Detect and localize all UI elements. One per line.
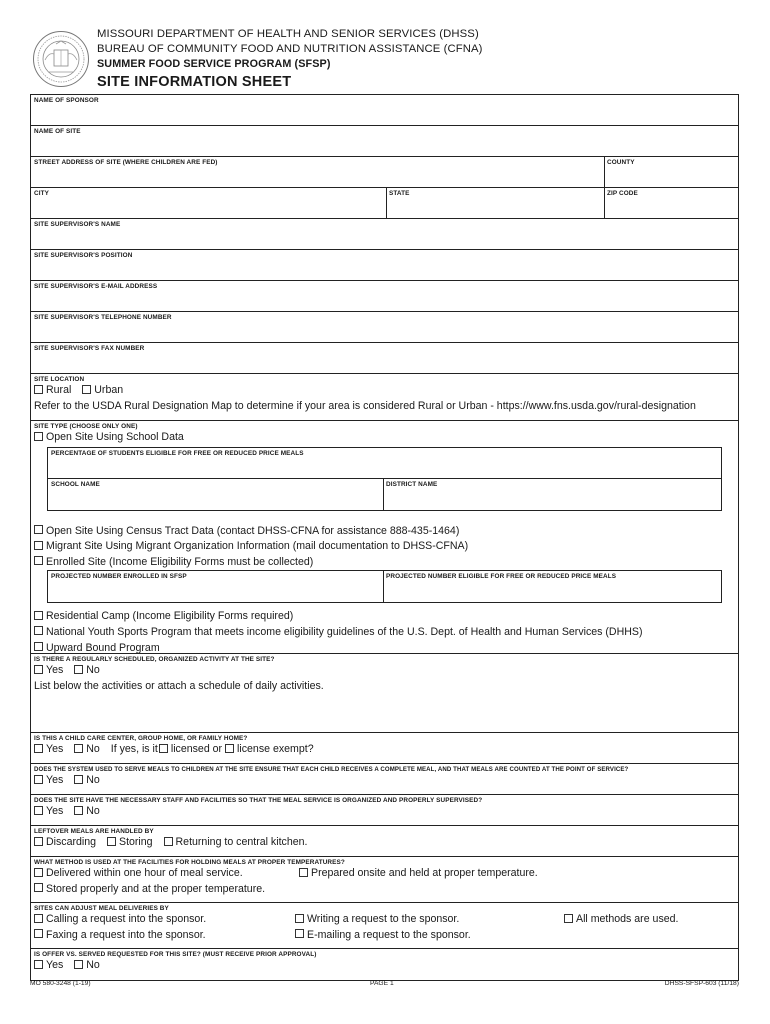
- urban-option[interactable]: Urban: [82, 383, 123, 399]
- free-reduced-percentage-field[interactable]: [48, 448, 721, 479]
- all-methods-option[interactable]: All methods are used.: [564, 912, 678, 928]
- complete-meal-section: [31, 764, 738, 795]
- rural-option[interactable]: Rural: [34, 383, 71, 399]
- faxing-checkbox[interactable]: [34, 929, 43, 938]
- leftover-section: [31, 826, 738, 857]
- projected-enrolled-row: [48, 571, 721, 602]
- childcare-no-option[interactable]: No: [74, 742, 100, 758]
- offer-section: [31, 949, 738, 980]
- activity-yes-option[interactable]: Yes: [34, 663, 63, 679]
- school-data-checkbox[interactable]: [34, 432, 43, 441]
- projected-eligible-field[interactable]: [383, 571, 721, 602]
- urban-checkbox[interactable]: [82, 385, 91, 394]
- enrolled-site-option[interactable]: Enrolled Site (Income Eligibility Forms must be collected): [31, 555, 738, 571]
- staff-yes-checkbox[interactable]: [34, 806, 43, 815]
- projected-eligible-label: PROJECTED NUMBER ELIGIBLE FOR FREE OR REDUCED PRICE MEALS: [386, 573, 617, 581]
- emailing-checkbox[interactable]: [295, 929, 304, 938]
- delivered-option[interactable]: Delivered within one hour of meal service.: [34, 867, 243, 879]
- staff-no-checkbox[interactable]: [74, 806, 83, 815]
- supervisor-fax-label: SITE SUPERVISOR'S FAX NUMBER: [34, 345, 145, 352]
- storing-option[interactable]: Storing: [107, 835, 153, 851]
- migrant-site-checkbox[interactable]: [34, 541, 43, 550]
- site-location-section: [31, 374, 738, 421]
- activity-note: List below the activities or attach a schedule of daily activities.: [34, 679, 324, 692]
- census-tract-option[interactable]: Open Site Using Census Tract Data (contact DHSS-CFNA for assistance 888-435-1464): [31, 524, 738, 540]
- licensed-checkbox[interactable]: [159, 744, 168, 753]
- license-exempt-checkbox[interactable]: [225, 744, 234, 753]
- delivered-checkbox[interactable]: [34, 868, 43, 877]
- school-data-subform: [47, 447, 722, 511]
- license-exempt-text: license exempt?: [237, 743, 314, 755]
- district-name-label: DISTRICT NAME: [386, 480, 438, 488]
- residential-camp-option[interactable]: Residential Camp (Income Eligibility Forms required): [31, 609, 738, 625]
- childcare-no-checkbox[interactable]: [74, 744, 83, 753]
- offer-label: IS OFFER VS. SERVED REQUESTED FOR THIS SITE? (MUST RECEIVE PRIOR APPROVAL): [34, 951, 317, 958]
- faxing-option[interactable]: Faxing a request into the sponsor.: [34, 929, 206, 941]
- discarding-option[interactable]: Discarding: [34, 835, 96, 851]
- state-label: STATE: [389, 190, 410, 197]
- staff-label: DOES THE SITE HAVE THE NECESSARY STAFF AND FACILITIES SO THAT THE MEAL SERVICE IS ORGANIZED AND PROPERLY SUPERVISED?: [34, 797, 483, 804]
- prepared-option[interactable]: Prepared onsite and held at proper temperature.: [299, 866, 538, 882]
- licensed-text: licensed or: [170, 743, 223, 755]
- form-number: MO 580-3248 (1-19): [30, 980, 91, 987]
- calling-option[interactable]: Calling a request into the sponsor.: [34, 913, 206, 925]
- complete-meal-no-option[interactable]: No: [74, 773, 100, 789]
- leftover-label: LEFTOVER MEALS ARE HANDLED BY: [34, 828, 154, 835]
- emailing-option[interactable]: E-mailing a request to the sponsor.: [295, 928, 471, 944]
- holding-label: WHAT METHOD IS USED AT THE FACILITIES FOR HOLDING MEALS AT PROPER TEMPERATURES?: [34, 859, 345, 866]
- discarding-checkbox[interactable]: [34, 837, 43, 846]
- page-number: PAGE 1: [370, 980, 394, 987]
- site-type-label: SITE TYPE (CHOOSE ONLY ONE): [34, 423, 138, 430]
- offer-yes-checkbox[interactable]: [34, 960, 43, 969]
- enrolled-subform: [47, 570, 722, 603]
- bureau-name: BUREAU OF COMMUNITY FOOD AND NUTRITION ASSISTANCE (CFNA): [97, 43, 483, 55]
- form-header: [0, 0, 770, 94]
- offer-no-option[interactable]: No: [74, 958, 100, 974]
- supervisor-phone-label: SITE SUPERVISOR'S TELEPHONE NUMBER: [34, 314, 172, 321]
- street-address-row: [31, 157, 738, 188]
- supervisor-name-field[interactable]: [31, 219, 738, 250]
- school-data-option[interactable]: Open Site Using School Data: [31, 430, 738, 446]
- free-reduced-percentage-label: PERCENTAGE OF STUDENTS ELIGIBLE FOR FREE OR REDUCED PRICE MEALS: [51, 449, 304, 457]
- upward-bound-checkbox[interactable]: [34, 642, 43, 651]
- complete-meal-no-checkbox[interactable]: [74, 775, 83, 784]
- supervisor-phone-field[interactable]: [31, 312, 738, 343]
- site-information-form: [30, 94, 739, 981]
- agency-name: MISSOURI DEPARTMENT OF HEALTH AND SENIOR SERVICES (DHSS): [97, 28, 479, 40]
- supervisor-position-field[interactable]: [31, 250, 738, 281]
- city-label: CITY: [34, 190, 49, 197]
- school-name-label: SCHOOL NAME: [51, 480, 100, 488]
- supervisor-email-label: SITE SUPERVISOR'S E-MAIL ADDRESS: [34, 283, 158, 290]
- state-field[interactable]: [386, 188, 605, 218]
- supervisor-email-field[interactable]: [31, 281, 738, 312]
- zip-code-label: ZIP CODE: [607, 190, 638, 197]
- migrant-site-option[interactable]: Migrant Site Using Migrant Organization Information (mail documentation to DHSS-CFNA): [31, 539, 738, 555]
- form-code: DHSS-SFSP-603 (11/18): [664, 980, 739, 987]
- activity-yes-checkbox[interactable]: [34, 665, 43, 674]
- childcare-yes-checkbox[interactable]: [34, 744, 43, 753]
- sponsor-name-field[interactable]: [31, 95, 738, 126]
- sponsor-name-label: NAME OF SPONSOR: [34, 97, 99, 104]
- storing-checkbox[interactable]: [107, 837, 116, 846]
- rural-designation-note: Refer to the USDA Rural Designation Map to determine if your area is considered Rural or Urban - https://www.fns.usda.gov/rural-designation: [34, 399, 696, 412]
- childcare-yes-option[interactable]: Yes: [34, 742, 63, 758]
- supervisor-fax-field[interactable]: [31, 343, 738, 374]
- rural-checkbox[interactable]: [34, 385, 43, 394]
- zip-code-field[interactable]: [604, 188, 738, 218]
- offer-no-checkbox[interactable]: [74, 960, 83, 969]
- returning-option[interactable]: Returning to central kitchen.: [164, 835, 308, 851]
- complete-meal-label: DOES THE SYSTEM USED TO SERVE MEALS TO CHILDREN AT THE SITE ENSURE THAT EACH CHILD RECEIVES A COMPLETE MEAL, AND THAT MEALS ARE COUNTED AT THE POINT OF SERVICE?: [34, 766, 629, 773]
- projected-enrolled-label: PROJECTED NUMBER ENROLLED IN SFSP: [51, 573, 187, 581]
- site-type-section: [31, 421, 738, 654]
- holding-section: [31, 857, 738, 903]
- childcare-section: [31, 733, 738, 764]
- complete-meal-yes-checkbox[interactable]: [34, 775, 43, 784]
- activity-label: IS THERE A REGULARLY SCHEDULED, ORGANIZED ACTIVITY AT THE SITE?: [34, 656, 275, 663]
- returning-checkbox[interactable]: [164, 837, 173, 846]
- deliveries-section: [31, 903, 738, 949]
- page-title: SITE INFORMATION SHEET: [97, 74, 292, 90]
- county-label: COUNTY: [607, 159, 635, 166]
- all-methods-checkbox[interactable]: [564, 914, 573, 923]
- childcare-label: IS THIS A CHILD CARE CENTER, GROUP HOME, OR FAMILY HOME?: [34, 735, 248, 742]
- county-field[interactable]: [604, 157, 738, 187]
- site-location-label: SITE LOCATION: [34, 376, 85, 383]
- writing-checkbox[interactable]: [295, 914, 304, 923]
- activity-no-checkbox[interactable]: [74, 665, 83, 674]
- district-name-field[interactable]: [383, 479, 721, 510]
- prepared-checkbox[interactable]: [299, 868, 308, 877]
- street-address-label: STREET ADDRESS OF SITE (WHERE CHILDREN ARE FED): [34, 159, 218, 166]
- deliveries-label: SITES CAN ADJUST MEAL DELIVERIES BY: [34, 905, 169, 912]
- supervisor-position-label: SITE SUPERVISOR'S POSITION: [34, 252, 133, 259]
- census-tract-checkbox[interactable]: [34, 525, 43, 534]
- staff-yes-option[interactable]: Yes: [34, 804, 63, 820]
- site-name-label: NAME OF SITE: [34, 128, 81, 135]
- supervisor-name-label: SITE SUPERVISOR'S NAME: [34, 221, 121, 228]
- school-name-row: [48, 479, 721, 510]
- staff-no-option[interactable]: No: [74, 804, 100, 820]
- complete-meal-yes-option[interactable]: Yes: [34, 773, 63, 789]
- upward-bound-option[interactable]: Upward Bound Program: [31, 641, 738, 657]
- nysp-checkbox[interactable]: [34, 626, 43, 635]
- nysp-option[interactable]: National Youth Sports Program that meets income eligibility guidelines of the U.S. Dept. of Health and Human Services (DHHS): [31, 625, 738, 641]
- stored-option[interactable]: Stored properly and at the proper temperature.: [31, 882, 738, 898]
- program-name: SUMMER FOOD SERVICE PROGRAM (SFSP): [97, 58, 331, 70]
- city-row: [31, 188, 738, 219]
- staff-section: [31, 795, 738, 826]
- site-name-field[interactable]: [31, 126, 738, 157]
- residential-camp-checkbox[interactable]: [34, 611, 43, 620]
- childcare-ifyes-text: If yes, is it: [110, 743, 158, 755]
- offer-yes-option[interactable]: Yes: [34, 958, 63, 974]
- missouri-seal-icon: [32, 30, 90, 88]
- activity-section: [31, 654, 738, 733]
- enrolled-site-checkbox[interactable]: [34, 556, 43, 565]
- stored-checkbox[interactable]: [34, 883, 43, 892]
- calling-checkbox[interactable]: [34, 914, 43, 923]
- activity-no-option[interactable]: No: [74, 663, 100, 679]
- writing-option[interactable]: Writing a request to the sponsor.: [295, 912, 459, 928]
